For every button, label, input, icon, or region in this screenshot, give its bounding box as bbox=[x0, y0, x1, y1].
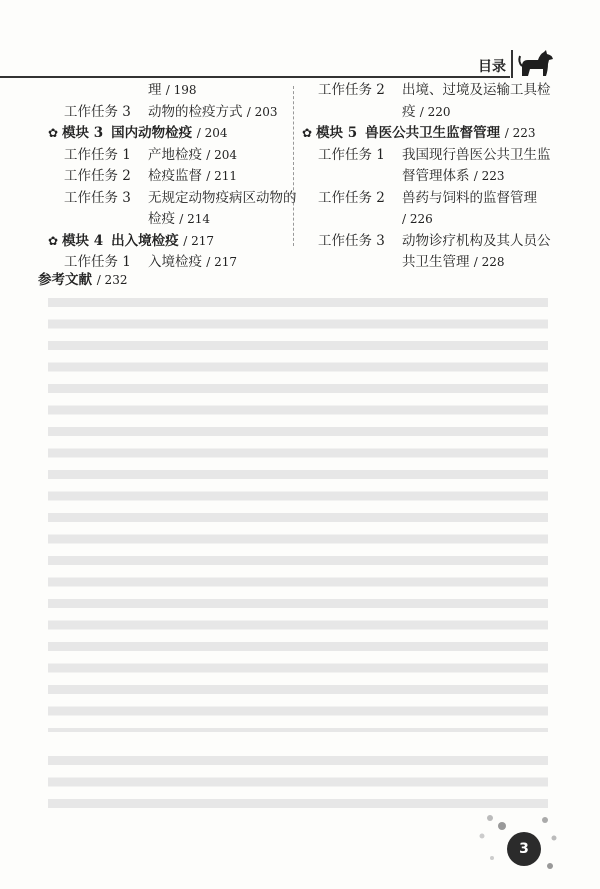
toc-task-entry[interactable] bbox=[48, 166, 288, 188]
module-page: / 217 bbox=[183, 233, 215, 248]
task-label: 工作任务 1 bbox=[64, 254, 131, 270]
toc-entry-continuation[interactable] bbox=[302, 102, 552, 124]
module-label: 模块 3 bbox=[62, 125, 104, 141]
references-label: 参考文献 bbox=[38, 272, 92, 288]
header-title: 目录 bbox=[478, 59, 506, 75]
task-title: 动物的检疫方式 bbox=[148, 103, 243, 120]
toc-entry-continuation[interactable] bbox=[302, 209, 552, 231]
module-label: 模块 5 bbox=[316, 125, 358, 141]
task-title: 入境检疫 bbox=[148, 254, 202, 270]
continuation-text: 共卫生管理 bbox=[402, 254, 470, 270]
task-title: 产地检疫 bbox=[148, 146, 202, 163]
task-title: 检疫监督 bbox=[148, 168, 202, 184]
task-page: / 204 bbox=[206, 147, 238, 162]
continuation-page: / 214 bbox=[179, 212, 211, 226]
module-page: / 223 bbox=[504, 126, 536, 140]
task-label: 工作任务 2 bbox=[318, 82, 385, 98]
module-title: 出入境检疫 bbox=[111, 232, 179, 249]
toc-task-entry[interactable] bbox=[48, 145, 288, 167]
toc-entry-continuation[interactable] bbox=[48, 209, 288, 231]
toc-entry-continuation[interactable] bbox=[302, 252, 552, 274]
running-header bbox=[0, 48, 600, 78]
module-label: 模块 4 bbox=[62, 232, 104, 249]
paw-icon: ✿ bbox=[48, 126, 59, 140]
task-page: / 217 bbox=[206, 255, 238, 269]
toc-task-entry[interactable] bbox=[302, 145, 552, 167]
task-label: 工作任务 1 bbox=[64, 146, 131, 163]
continuation-page: / 220 bbox=[419, 104, 451, 119]
task-label: 工作任务 2 bbox=[318, 189, 385, 206]
task-title: 我国现行兽医公共卫生监 bbox=[402, 146, 551, 163]
toc-module-entry[interactable] bbox=[48, 123, 288, 145]
task-label: 工作任务 3 bbox=[318, 232, 385, 249]
paw-icon: ✿ bbox=[48, 233, 59, 248]
toc-right-column bbox=[302, 80, 552, 274]
toc-entry-continuation[interactable] bbox=[302, 166, 552, 188]
references-page: / 232 bbox=[96, 273, 128, 287]
continuation-text: 理 bbox=[148, 82, 162, 98]
toc-module-entry[interactable] bbox=[48, 231, 288, 253]
continuation-page: / 228 bbox=[473, 255, 505, 269]
toc-task-entry[interactable] bbox=[302, 80, 552, 102]
toc-task-entry[interactable] bbox=[48, 102, 288, 124]
task-label: 工作任务 2 bbox=[64, 168, 131, 184]
page-number: 3 bbox=[507, 832, 541, 866]
toc-references-entry[interactable] bbox=[38, 268, 127, 288]
continuation-text: 检疫 bbox=[148, 211, 175, 227]
toc-task-entry[interactable] bbox=[48, 188, 297, 210]
task-label: 工作任务 1 bbox=[318, 146, 385, 163]
column-divider bbox=[293, 86, 294, 246]
header-separator bbox=[511, 50, 513, 78]
continuation-text: 督管理体系 bbox=[402, 168, 470, 184]
toc-module-entry[interactable] bbox=[302, 123, 552, 145]
header-rule bbox=[0, 76, 510, 78]
task-page: / 211 bbox=[206, 169, 238, 183]
continuation-page: / 198 bbox=[165, 83, 197, 97]
toc-left-column bbox=[48, 80, 297, 274]
task-label: 工作任务 3 bbox=[64, 189, 131, 206]
toc-task-entry[interactable] bbox=[302, 188, 552, 210]
task-title: 出境、过境及运输工具检 bbox=[402, 82, 551, 98]
task-page: / 203 bbox=[246, 104, 278, 119]
continuation-page: / 223 bbox=[473, 169, 505, 183]
continuation-page: / 226 bbox=[402, 212, 433, 226]
dog-icon bbox=[516, 48, 556, 78]
module-title: 兽医公共卫生监督管理 bbox=[365, 125, 501, 141]
faded-bleed-through-text bbox=[48, 292, 548, 732]
continuation-text: 疫 bbox=[402, 103, 416, 120]
task-title: 动物诊疗机构及其人员公 bbox=[402, 232, 551, 249]
task-title: 兽药与饲料的监督管理 bbox=[402, 189, 537, 206]
task-title: 无规定动物疫病区动物的 bbox=[148, 189, 297, 206]
task-label: 工作任务 3 bbox=[64, 103, 131, 120]
paw-icon: ✿ bbox=[302, 126, 313, 140]
toc-task-entry[interactable] bbox=[302, 231, 552, 253]
module-page: / 204 bbox=[196, 126, 228, 140]
toc-entry-continuation[interactable] bbox=[48, 80, 288, 102]
module-title: 国内动物检疫 bbox=[111, 125, 193, 141]
